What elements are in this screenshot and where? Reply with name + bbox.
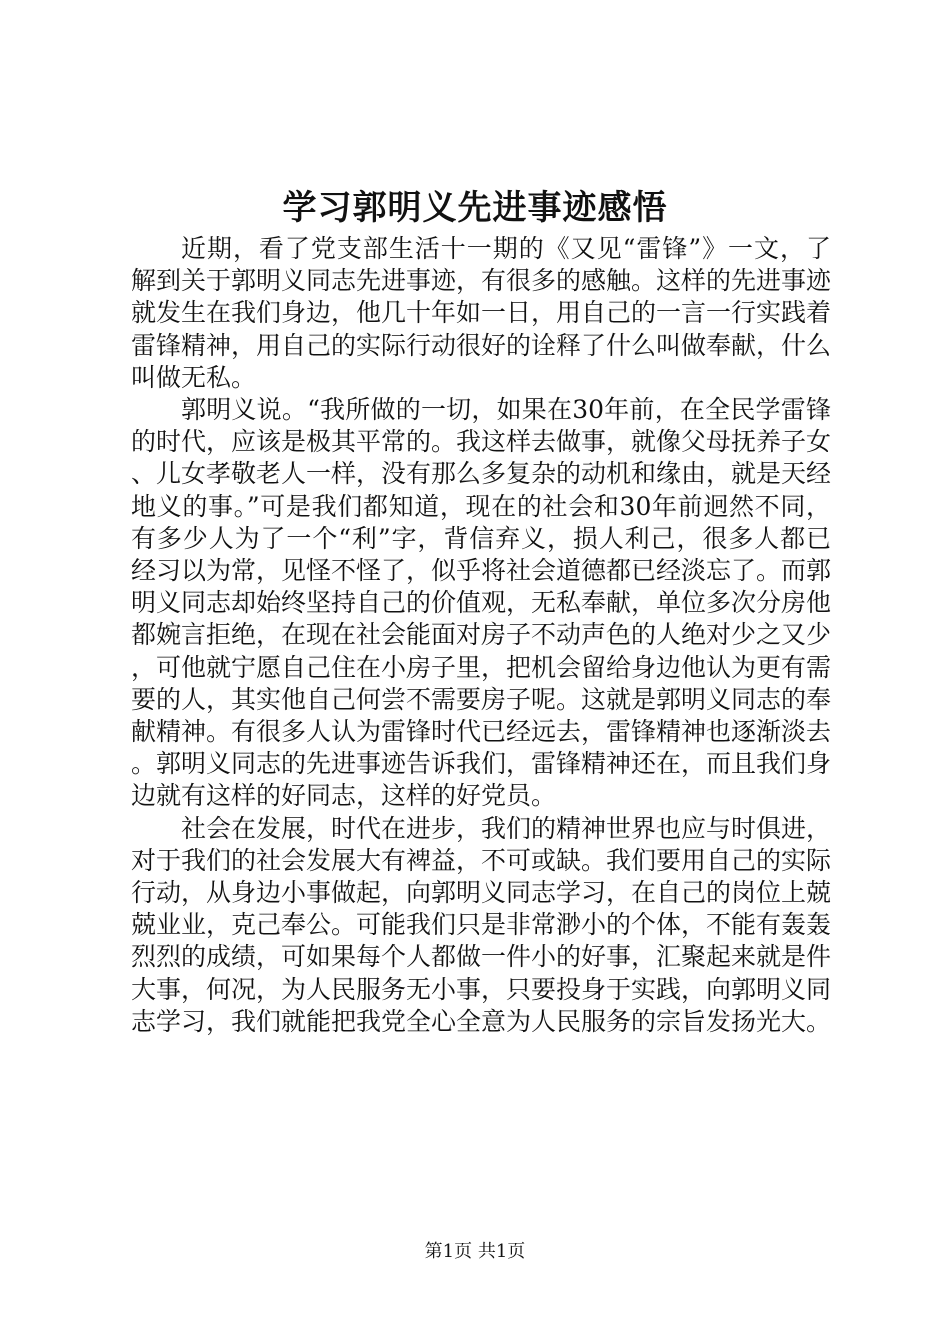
- paragraph-1: 近期，看了党支部生活十一期的《又见“雷锋”》一文，了解到关于郭明义同志先进事迹，有很多的感触。这样的先进事迹就发生在我们身边，他几十年如一日，用自己的一言一行实践着雷锋精神，用自己的实际行动很好的诠释了什么叫做奉献，什么叫做无私。: [131, 234, 832, 392]
- document-title: 学习郭明义先进事迹感悟: [282, 188, 668, 228]
- document-body: [131, 233, 831, 1038]
- paragraph-2: 郭明义说。“我所做的一切，如果在30年前，在全民学雷锋的时代，应该是极其平常的。我这样去做事，就像父母抚养子女、儿女孝敬老人一样，没有那么多复杂的动机和缘由，就是天经地义的事。”可是我们都知道，现在的社会和30年前迥然不同，有多少人为了一个“利”字，背信弃义，损人利己，很多人都已经习以为常，见怪不怪了，似乎将社会道德都已经淡忘了。而郭明义同志却始终坚持自己的价值观，无私奉献，单位多次分房他都婉言拒绝，在现在社会能面对房子不动声色的人绝对少之又少，可他就宁愿自己住在小房子里，把机会留给身边他认为更有需要的人，其实他自己何尝不需要房子呢。这就是郭明义同志的奉献精神。有很多人认为雷锋时代已经远去，雷锋精神也逐渐淡去。郭明义同志的先进事迹告诉我们，雷锋精神还在，而且我们身边就有这样的好同志，这样的好党员。: [131, 395, 832, 811]
- paragraph-3: 社会在发展，时代在进步，我们的精神世界也应与时俱进，对于我们的社会发展大有裨益，不可或缺。我们要用自己的实际行动，从身边小事做起，向郭明义同志学习，在自己的岗位上兢兢业业，克己奉公。可能我们只是非常渺小的个体，不能有轰轰烈烈的成绩，可如果每个人都做一件小的好事，汇聚起来就是件大事，何况，为人民服务无小事，只要投身于实践，向郭明义同志学习，我们就能把我党全心全意为人民服务的宗旨发扬光大。: [131, 813, 832, 1036]
- page-footer: 第1页 共1页: [424, 1241, 526, 1262]
